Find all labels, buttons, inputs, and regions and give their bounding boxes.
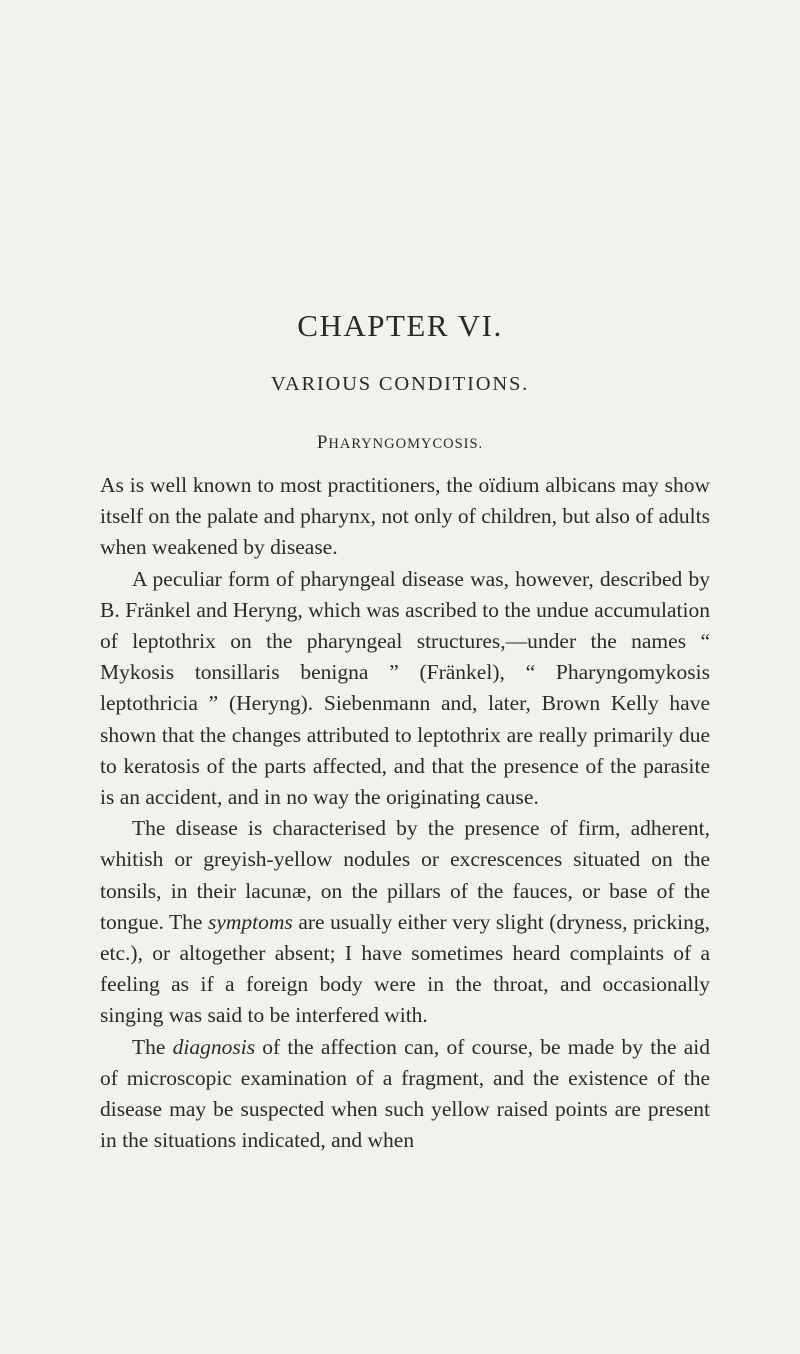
- paragraph-3-after: are usually either very slight (dryness, pricking, etc.), or altogether absent; I have sometimes heard complaints of a feeling as if a foreign body were in the throat, and occasionally singing was said to be interfered with.: [100, 909, 710, 1028]
- paragraph-3-before: The disease is characterised by the presence of firm, adherent, whitish or greyish-yellow nodules or excrescences situated on the tonsils, in their lacunæ, on the pillars of the fauces, or base of the tongue. The: [100, 816, 710, 934]
- paragraph-4-before: The: [132, 1034, 173, 1059]
- paragraph-4-emphasis: diagnosis: [172, 1034, 256, 1059]
- paragraph-3-emphasis: symptoms: [207, 909, 293, 934]
- chapter-title: CHAPTER VI.: [297, 308, 503, 343]
- body-text: [100, 470, 710, 1156]
- paragraph-4: [100, 1032, 710, 1157]
- paragraph-1: [100, 470, 710, 564]
- paragraph-1-text: is well known to most practitioners, the oïdium albicans may show itself on the palate and pharynx, not only of children, but also of adults when weakened by disease.: [100, 473, 710, 560]
- paragraph-3: [100, 813, 710, 1031]
- paragraph-4-after: of the affection can, of course, be made by the aid of microscopic examination of a fragment, and the existence of the disease may be suspected when such yellow raised points are present in the situations indicated, and when: [100, 1034, 710, 1153]
- section-title: VARIOUS CONDITIONS.: [270, 373, 530, 395]
- subheading-initial: P: [316, 432, 329, 453]
- subheading: [0, 433, 800, 452]
- paragraph-1-lead: As: [100, 473, 124, 497]
- paragraph-2: A peculiar form of pharyngeal disease was, however, described by B. Fränkel and Heryng, which was ascribed to the undue accumulation of leptothrix on the pharyngeal structures,—under the names “ Mykosis tonsillaris benigna ” (Fränkel), “ Pharyngomykosis leptothricia ” (Heryng). Siebenmann and, later, Brown Kelly have shown that the changes attributed to leptothrix are really primarily due to keratosis of the parts affected, and that the presence of the parasite is an accident, and in no way the originating cause.: [100, 566, 710, 810]
- subheading-rest: HARYNGOMYCOSIS.: [328, 436, 484, 452]
